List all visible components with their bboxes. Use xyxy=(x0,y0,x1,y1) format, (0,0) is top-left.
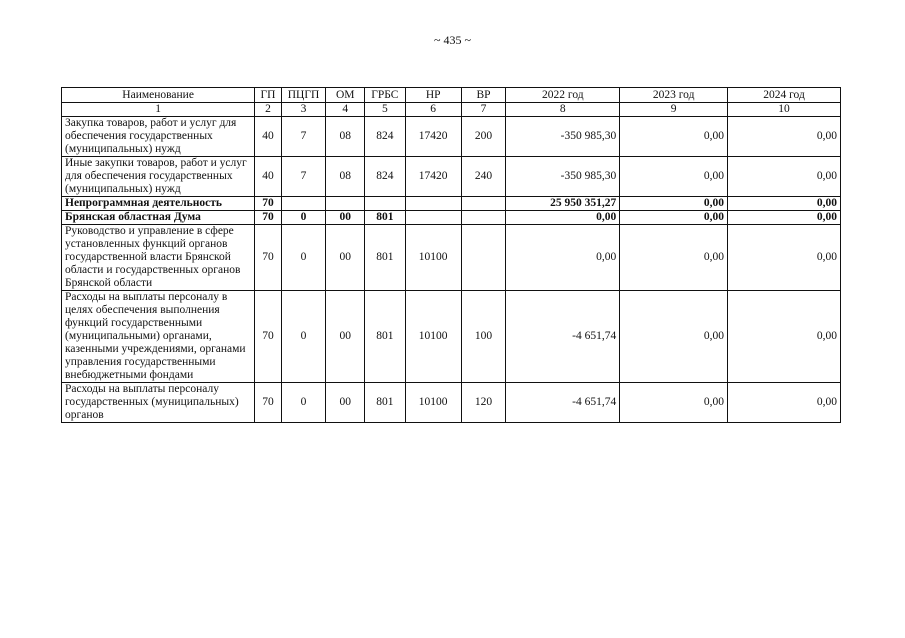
header-cell-om: ОМ xyxy=(326,88,365,103)
header-cell-name: Наименование xyxy=(62,88,255,103)
row-name-cell: Расходы на выплаты персоналу в целях обеспечения выполнения функций государственными (муниципальными) органами, казенными учреждениями, органами управления государственными внебюджетными фондами xyxy=(62,291,255,383)
header-cell-grbs: ГРБС xyxy=(365,88,406,103)
row-name-cell: Расходы на выплаты персоналу государственных (муниципальных) органов xyxy=(62,383,255,423)
row-grbs-cell: 801 xyxy=(365,291,406,383)
row-grbs-cell: 824 xyxy=(365,117,406,157)
column-number: 2 xyxy=(255,103,281,117)
header-cell-2024: 2024 год xyxy=(728,88,841,103)
row-2023-amount: 0,00 xyxy=(620,157,728,197)
row-pgp-cell: 0 xyxy=(281,383,326,423)
header-row xyxy=(62,88,841,103)
row-vr-cell: 120 xyxy=(461,383,506,423)
row-2023-amount: 0,00 xyxy=(620,291,728,383)
row-nr-cell: 10100 xyxy=(405,225,461,291)
row-2022-amount: -4 651,74 xyxy=(506,291,620,383)
budget-table xyxy=(61,87,841,423)
row-2023-amount: 0,00 xyxy=(620,117,728,157)
row-gp-cell: 70 xyxy=(255,225,281,291)
row-pgp-cell: 0 xyxy=(281,211,326,225)
column-number: 8 xyxy=(506,103,620,117)
page-number: ~ 435 ~ xyxy=(434,33,471,47)
row-pgp-cell xyxy=(281,197,326,211)
row-name-cell: Брянская областная Дума xyxy=(62,211,255,225)
table-row xyxy=(62,117,841,157)
row-pgp-cell: 7 xyxy=(281,117,326,157)
table-row xyxy=(62,211,841,225)
row-pgp-cell: 7 xyxy=(281,157,326,197)
row-om-cell: 00 xyxy=(326,383,365,423)
row-2023-amount: 0,00 xyxy=(620,197,728,211)
row-gp-cell: 70 xyxy=(255,383,281,423)
row-2024-amount: 0,00 xyxy=(728,211,841,225)
row-2024-amount: 0,00 xyxy=(728,157,841,197)
row-om-cell xyxy=(326,197,365,211)
table-body xyxy=(62,117,841,423)
row-2024-amount: 0,00 xyxy=(728,197,841,211)
row-2022-amount: 0,00 xyxy=(506,225,620,291)
row-grbs-cell: 801 xyxy=(365,211,406,225)
header-cell-nr: НР xyxy=(405,88,461,103)
row-2024-amount: 0,00 xyxy=(728,291,841,383)
row-vr-cell xyxy=(461,197,506,211)
row-pgp-cell: 0 xyxy=(281,291,326,383)
column-number: 4 xyxy=(326,103,365,117)
header-cell-2022: 2022 год xyxy=(506,88,620,103)
row-2022-amount: 0,00 xyxy=(506,211,620,225)
header-cell-2023: 2023 год xyxy=(620,88,728,103)
row-pgp-cell: 0 xyxy=(281,225,326,291)
row-gp-cell: 40 xyxy=(255,117,281,157)
table-row xyxy=(62,291,841,383)
row-vr-cell xyxy=(461,211,506,225)
row-gp-cell: 70 xyxy=(255,291,281,383)
row-name-cell: Иные закупки товаров, работ и услуг для обеспечения государственных (муниципальных) нужд xyxy=(62,157,255,197)
row-grbs-cell xyxy=(365,197,406,211)
row-grbs-cell: 801 xyxy=(365,383,406,423)
header-cell-pgp: ПЦГП xyxy=(281,88,326,103)
column-number-row xyxy=(62,103,841,117)
column-number: 1 xyxy=(62,103,255,117)
row-2023-amount: 0,00 xyxy=(620,211,728,225)
row-om-cell: 00 xyxy=(326,225,365,291)
row-2023-amount: 0,00 xyxy=(620,383,728,423)
row-2022-amount: -350 985,30 xyxy=(506,157,620,197)
row-grbs-cell: 824 xyxy=(365,157,406,197)
row-nr-cell: 17420 xyxy=(405,117,461,157)
column-number: 3 xyxy=(281,103,326,117)
row-nr-cell: 10100 xyxy=(405,383,461,423)
column-number: 9 xyxy=(620,103,728,117)
column-number: 6 xyxy=(405,103,461,117)
row-2022-amount: -4 651,74 xyxy=(506,383,620,423)
row-vr-cell xyxy=(461,225,506,291)
row-2022-amount: -350 985,30 xyxy=(506,117,620,157)
row-nr-cell: 10100 xyxy=(405,291,461,383)
row-2024-amount: 0,00 xyxy=(728,383,841,423)
row-om-cell: 08 xyxy=(326,117,365,157)
row-name-cell: Закупка товаров, работ и услуг для обеспечения государственных (муниципальных) нужд xyxy=(62,117,255,157)
row-vr-cell: 240 xyxy=(461,157,506,197)
row-vr-cell: 100 xyxy=(461,291,506,383)
row-2024-amount: 0,00 xyxy=(728,117,841,157)
row-om-cell: 00 xyxy=(326,291,365,383)
row-name-cell: Руководство и управление в сфере установленных функций органов государственной власти Брянской области и государственных органов Брянской области xyxy=(62,225,255,291)
row-om-cell: 08 xyxy=(326,157,365,197)
row-vr-cell: 200 xyxy=(461,117,506,157)
row-gp-cell: 70 xyxy=(255,211,281,225)
row-grbs-cell: 801 xyxy=(365,225,406,291)
row-2023-amount: 0,00 xyxy=(620,225,728,291)
header-cell-gp: ГП xyxy=(255,88,281,103)
table-row xyxy=(62,225,841,291)
row-nr-cell xyxy=(405,197,461,211)
row-om-cell: 00 xyxy=(326,211,365,225)
table-row xyxy=(62,197,841,211)
row-nr-cell: 17420 xyxy=(405,157,461,197)
column-number: 10 xyxy=(728,103,841,117)
row-name-cell: Непрограммная деятельность xyxy=(62,197,255,211)
table-row xyxy=(62,157,841,197)
header-cell-vr: ВР xyxy=(461,88,506,103)
row-nr-cell xyxy=(405,211,461,225)
row-2022-amount: 25 950 351,27 xyxy=(506,197,620,211)
row-gp-cell: 70 xyxy=(255,197,281,211)
table-row xyxy=(62,383,841,423)
row-2024-amount: 0,00 xyxy=(728,225,841,291)
column-number: 5 xyxy=(365,103,406,117)
column-number: 7 xyxy=(461,103,506,117)
row-gp-cell: 40 xyxy=(255,157,281,197)
